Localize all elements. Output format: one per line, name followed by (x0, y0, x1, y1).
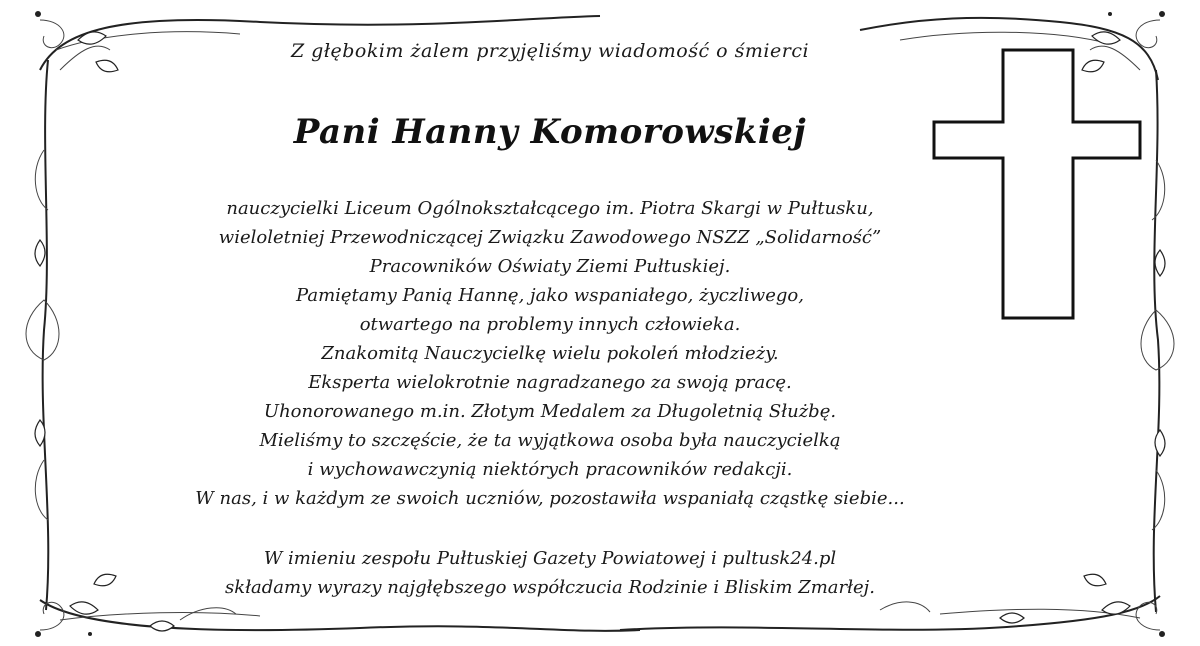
body-line: Pracowników Oświaty Ziemi Pułtuskiej. (369, 256, 731, 277)
obituary-body (120, 194, 980, 513)
body-line: nauczycielki Liceum Ogólnokształcącego im. Piotra Skargi w Pułtusku, (226, 198, 874, 219)
closing-line: składamy wyrazy najgłębszego współczucia Rodzinie i Bliskim Zmarłej. (225, 577, 875, 598)
deceased-name: Pani Hanny Komorowskiej (293, 112, 807, 152)
body-line: Mieliśmy to szczęście, że ta wyjątkowa osoba była nauczycielką (259, 430, 841, 451)
body-line: Uhonorowanego m.in. Złotym Medalem za Długoletnią Służbę. (263, 401, 837, 422)
body-line: wieloletniej Przewodniczącej Związku Zawodowego NSZZ „Solidarność” (218, 227, 882, 248)
body-line: Eksperta wielokrotnie nagradzanego za swoją pracę. (308, 372, 792, 393)
intro-line: Z głębokim żalem przyjęliśmy wiadomość o śmierci (290, 40, 810, 62)
body-line: otwartego na problemy innych człowieka. (359, 314, 741, 335)
body-line: i wychowawczynią niektórych pracowników redakcji. (307, 459, 793, 480)
body-line: Znakomitą Nauczycielkę wielu pokoleń młodzieży. (321, 343, 779, 364)
closing-line: W imieniu zespołu Pułtuskiej Gazety Powiatowej i pultusk24.pl (263, 548, 837, 569)
body-line: W nas, i w każdym ze swoich uczniów, pozostawiła wspaniałą cząstkę siebie... (195, 488, 905, 509)
body-line: Pamiętamy Panią Hannę, jako wspaniałego, życzliwego, (296, 285, 804, 306)
condolence-closing (120, 544, 980, 602)
